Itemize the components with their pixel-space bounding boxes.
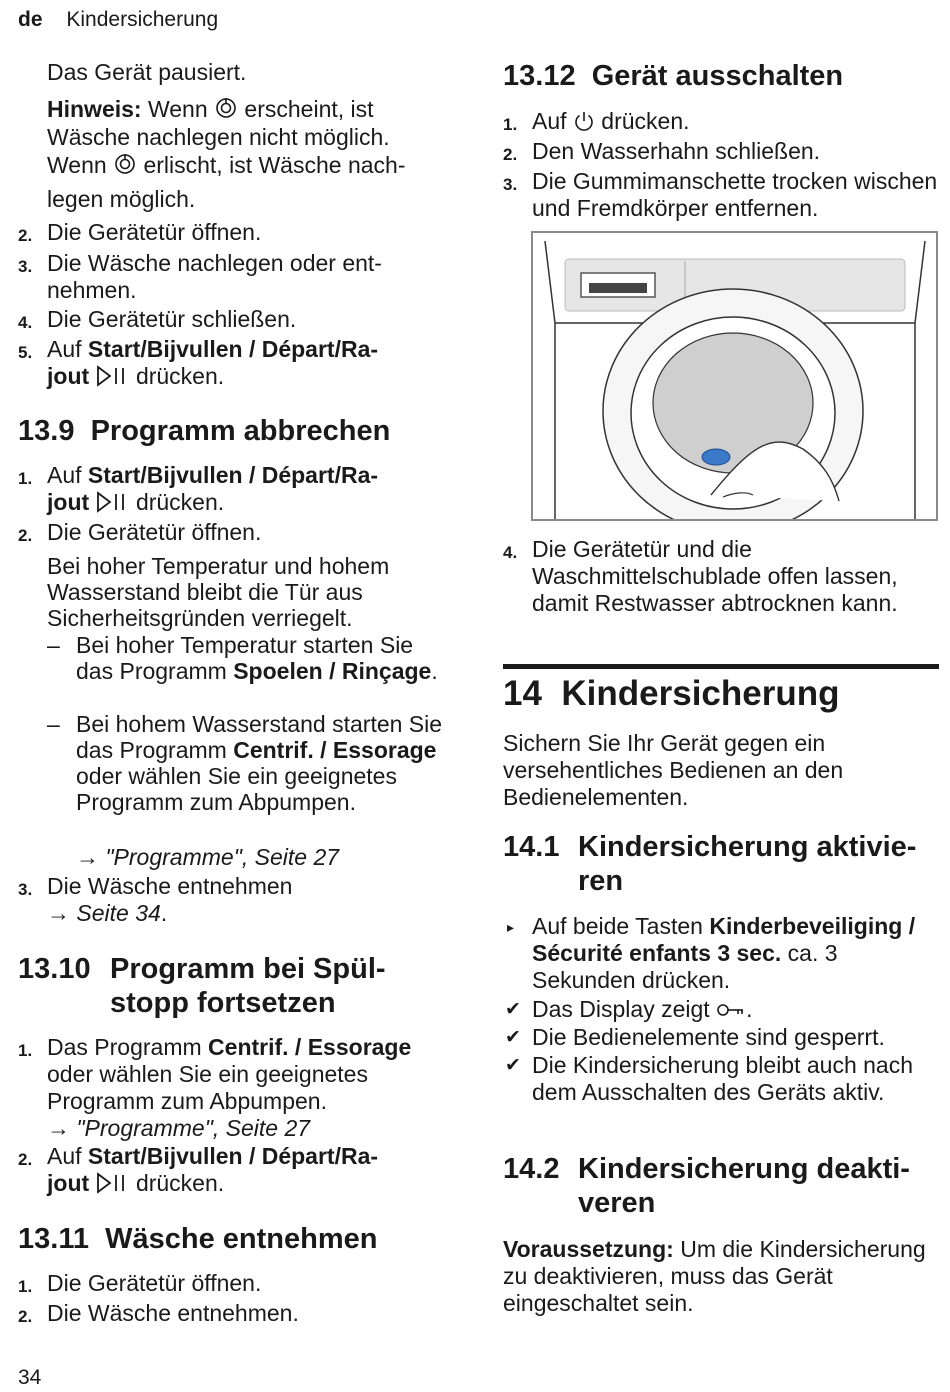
dash-item: – Bei hohem Wasserstand starten Sie das Programm Centrif. / Essorage oder wählen Sie ein geeignetes Programm zum Abpumpen.: [47, 711, 443, 815]
section-number: 13.12: [503, 60, 576, 92]
section-heading-13-9: [18, 414, 448, 448]
step-item: 1. Das Programm Centrif. / Essorage oder wählen Sie ein geeignetes Programm zum Abpumpen. → "Programme", Seite 27: [18, 1034, 412, 1141]
section-number: 13.11: [18, 1223, 89, 1255]
step-text: Das Programm: [47, 1034, 209, 1060]
section-number: 14.2: [503, 1153, 560, 1185]
section-title: Kindersicherung deakti-: [578, 1153, 910, 1185]
hint-text: legen möglich.: [47, 186, 196, 212]
result-item: ✔ Das Display zeigt .: [505, 996, 753, 1022]
step-item: 1. Auf Start/Bijvullen / Départ/Ra- jout drücken.: [18, 462, 379, 515]
checkmark-icon: ✔: [505, 1055, 521, 1076]
requirement-body: Um die Kindersicherung zu deaktivieren, muss das Gerät eingeschaltet sein.: [503, 1236, 926, 1316]
intro-text: Sichern Sie Ihr Gerät gegen ein versehentliches Bedienen an den Bedienelementen.: [503, 730, 844, 810]
hint-text: Wäsche nachlegen nicht möglich.: [47, 124, 390, 150]
start-pause-icon: [96, 365, 130, 387]
step-text: Die Wäsche entnehmen.: [47, 1300, 299, 1326]
section-heading-13-11: [18, 1222, 448, 1256]
result-item: [503, 1024, 942, 1051]
page-reference-link[interactable]: → "Programme", Seite 27: [76, 844, 340, 870]
requirement-label: Voraussetzung:: [503, 1236, 674, 1262]
result-text: Die Kindersicherung bleibt auch nach dem Ausschalten des Geräts aktiv.: [532, 1052, 914, 1105]
action-text: ca. 3 Sekunden drücken.: [532, 940, 838, 993]
step-text: Die Gerätetür öffnen.: [47, 1270, 262, 1296]
step-item: 3. Die Wäsche nachlegen oder ent- nehmen.: [18, 250, 382, 303]
section-number: 14.1: [503, 831, 560, 863]
section-title: stopp fortsetzen: [110, 987, 336, 1019]
start-button-label: Start/Bijvullen / Départ/Ra-: [87, 336, 379, 362]
section-title: Gerät ausschalten: [591, 60, 844, 92]
reload-lock-icon: [214, 96, 238, 120]
start-pause-icon: [96, 491, 130, 513]
section-title: Kindersicherung aktivie-: [578, 831, 917, 863]
start-button-label: Start/Bijvullen / Départ/Ra-: [87, 462, 379, 488]
dash-item: – Bei hoher Temperatur starten Sie das Programm Spoelen / Rinçage.: [47, 632, 438, 684]
step-item: 2. Die Wäsche entnehmen.: [18, 1300, 299, 1326]
dash-text: Bei hohem Wasserstand starten Sie das Programm: [76, 711, 443, 763]
step-item: 3. Die Wäsche entnehmen → Seite 34.: [18, 873, 293, 926]
hint-text: erscheint, ist: [238, 96, 374, 122]
page-reference-link[interactable]: → Seite 34: [47, 900, 161, 926]
step-item: 1. Auf drücken.: [503, 108, 690, 134]
section-heading-14-2: [503, 1152, 939, 1220]
hint-box: [18, 95, 467, 213]
note-text: Bei hoher Temperatur und hohem Wasserstand bleibt die Tür aus Sicherheitsgründen verriegelt.: [47, 553, 390, 631]
section-title: ren: [578, 865, 624, 897]
result-text: Das Display zeigt: [532, 996, 717, 1022]
page-reference-link[interactable]: → "Programme", Seite 27: [47, 1115, 311, 1141]
page-header: [18, 8, 218, 32]
hint-label: Hinweis:: [47, 96, 142, 122]
step-text: Auf: [47, 336, 88, 362]
start-button-label: Start/Bijvullen / Départ/Ra-: [87, 1143, 379, 1169]
step-text: Die Wäsche nachlegen oder ent- nehmen.: [47, 250, 382, 303]
step-text: Die Wäsche entnehmen: [47, 873, 293, 899]
step-item: 2. Die Gerätetür öffnen.: [18, 519, 262, 545]
hint-text: Wenn: [47, 152, 114, 178]
step-item: 5. Auf Start/Bijvullen / Départ/Ra- jout drücken.: [18, 336, 379, 389]
program-name: Spoelen / Rinçage: [233, 658, 432, 684]
requirement-text: [503, 1236, 937, 1317]
dash-text: oder wählen Sie ein geeignetes Programm zum Abpumpen.: [76, 763, 397, 815]
result-item: [503, 1052, 938, 1106]
step-text: drücken.: [594, 108, 690, 134]
step-text: Die Gerätetür öffnen.: [47, 519, 262, 545]
step-text: Auf: [47, 462, 88, 488]
button-label: Kinderbeveiliging / Sécurité enfants 3 sec.: [532, 913, 916, 966]
key-icon: [716, 1000, 746, 1020]
step-text: drücken.: [135, 1170, 225, 1196]
step-text: oder wählen Sie ein geeignetes Programm zum Abpumpen.: [47, 1061, 368, 1114]
hint-text: Wenn: [141, 96, 215, 122]
section-number: 13.10: [18, 953, 91, 985]
section-title: Programm bei Spül-: [110, 953, 386, 985]
step-item: 4. Die Gerätetür und die Waschmittelschublade offen lassen, damit Restwasser abtrocknen kann.: [503, 536, 898, 616]
step-text: Die Gummimanschette trocken wischen und Fremdkörper entfernen.: [532, 168, 938, 221]
start-button-label: jout: [47, 363, 90, 389]
section-heading-13-10: [18, 952, 458, 1020]
step-text: Auf: [47, 1143, 88, 1169]
step-text: Auf: [532, 108, 573, 134]
step-item: 2. Den Wasserhahn schließen.: [503, 138, 821, 164]
paused-text: Das Gerät pausiert.: [47, 59, 247, 85]
section-title: Wäsche entnehmen: [105, 1223, 378, 1255]
section-number: 13.9: [18, 415, 75, 447]
reload-lock-icon: [113, 152, 137, 176]
triangle-arrow-icon: ▸: [507, 919, 515, 935]
header-title: Kindersicherung: [66, 8, 219, 31]
action-text: Auf beide Tasten: [532, 913, 710, 939]
section-heading-14-1: [503, 830, 939, 898]
step-item: 2. Auf Start/Bijvullen / Départ/Ra- jout drücken.: [18, 1143, 379, 1196]
step-text: drücken.: [135, 363, 225, 389]
step-text: Den Wasserhahn schließen.: [532, 138, 821, 164]
program-name: Centrif. / Essorage: [233, 737, 437, 763]
section-title: veren: [578, 1187, 656, 1219]
start-button-label: jout: [47, 1170, 90, 1196]
program-name: Centrif. / Essorage: [208, 1034, 412, 1060]
washer-illustration-svg: [533, 233, 936, 519]
chapter-heading-14: [503, 674, 939, 714]
step-text: drücken.: [135, 489, 225, 515]
checkmark-icon: ✔: [505, 1027, 521, 1048]
step-text: Die Gerätetür und die Waschmittelschublade offen lassen, damit Restwasser abtrocknen kann.: [532, 536, 898, 616]
section-heading-13-12: [503, 59, 933, 93]
language-code: de: [18, 8, 43, 31]
result-text: Die Bedienelemente sind gesperrt.: [532, 1024, 885, 1050]
step-text: Die Gerätetür öffnen.: [47, 219, 262, 245]
dash-text: Bei hoher Temperatur starten Sie das Programm: [76, 632, 414, 684]
checkmark-icon: ✔: [505, 999, 521, 1020]
step-text: Die Gerätetür schließen.: [47, 306, 297, 332]
step-item: 2. Die Gerätetür öffnen.: [18, 219, 262, 245]
start-button-label: jout: [47, 489, 90, 515]
page-number: 34: [18, 1366, 42, 1389]
step-item: 3. Die Gummimanschette trocken wischen und Fremdkörper entfernen.: [503, 168, 938, 221]
section-title: Programm abbrechen: [90, 415, 391, 447]
section-title: Kindersicherung: [561, 674, 840, 713]
section-number: 14: [503, 674, 542, 713]
section-divider: [503, 664, 939, 669]
action-item: [503, 913, 932, 994]
washer-drum-illustration: [531, 231, 938, 521]
hint-text: erlischt, ist Wäsche nach-: [137, 152, 406, 178]
step-item: 4. Die Gerätetür schließen.: [18, 306, 297, 332]
power-icon: [573, 110, 595, 132]
step-item: 1. Die Gerätetür öffnen.: [18, 1270, 262, 1296]
start-pause-icon: [96, 1172, 130, 1194]
